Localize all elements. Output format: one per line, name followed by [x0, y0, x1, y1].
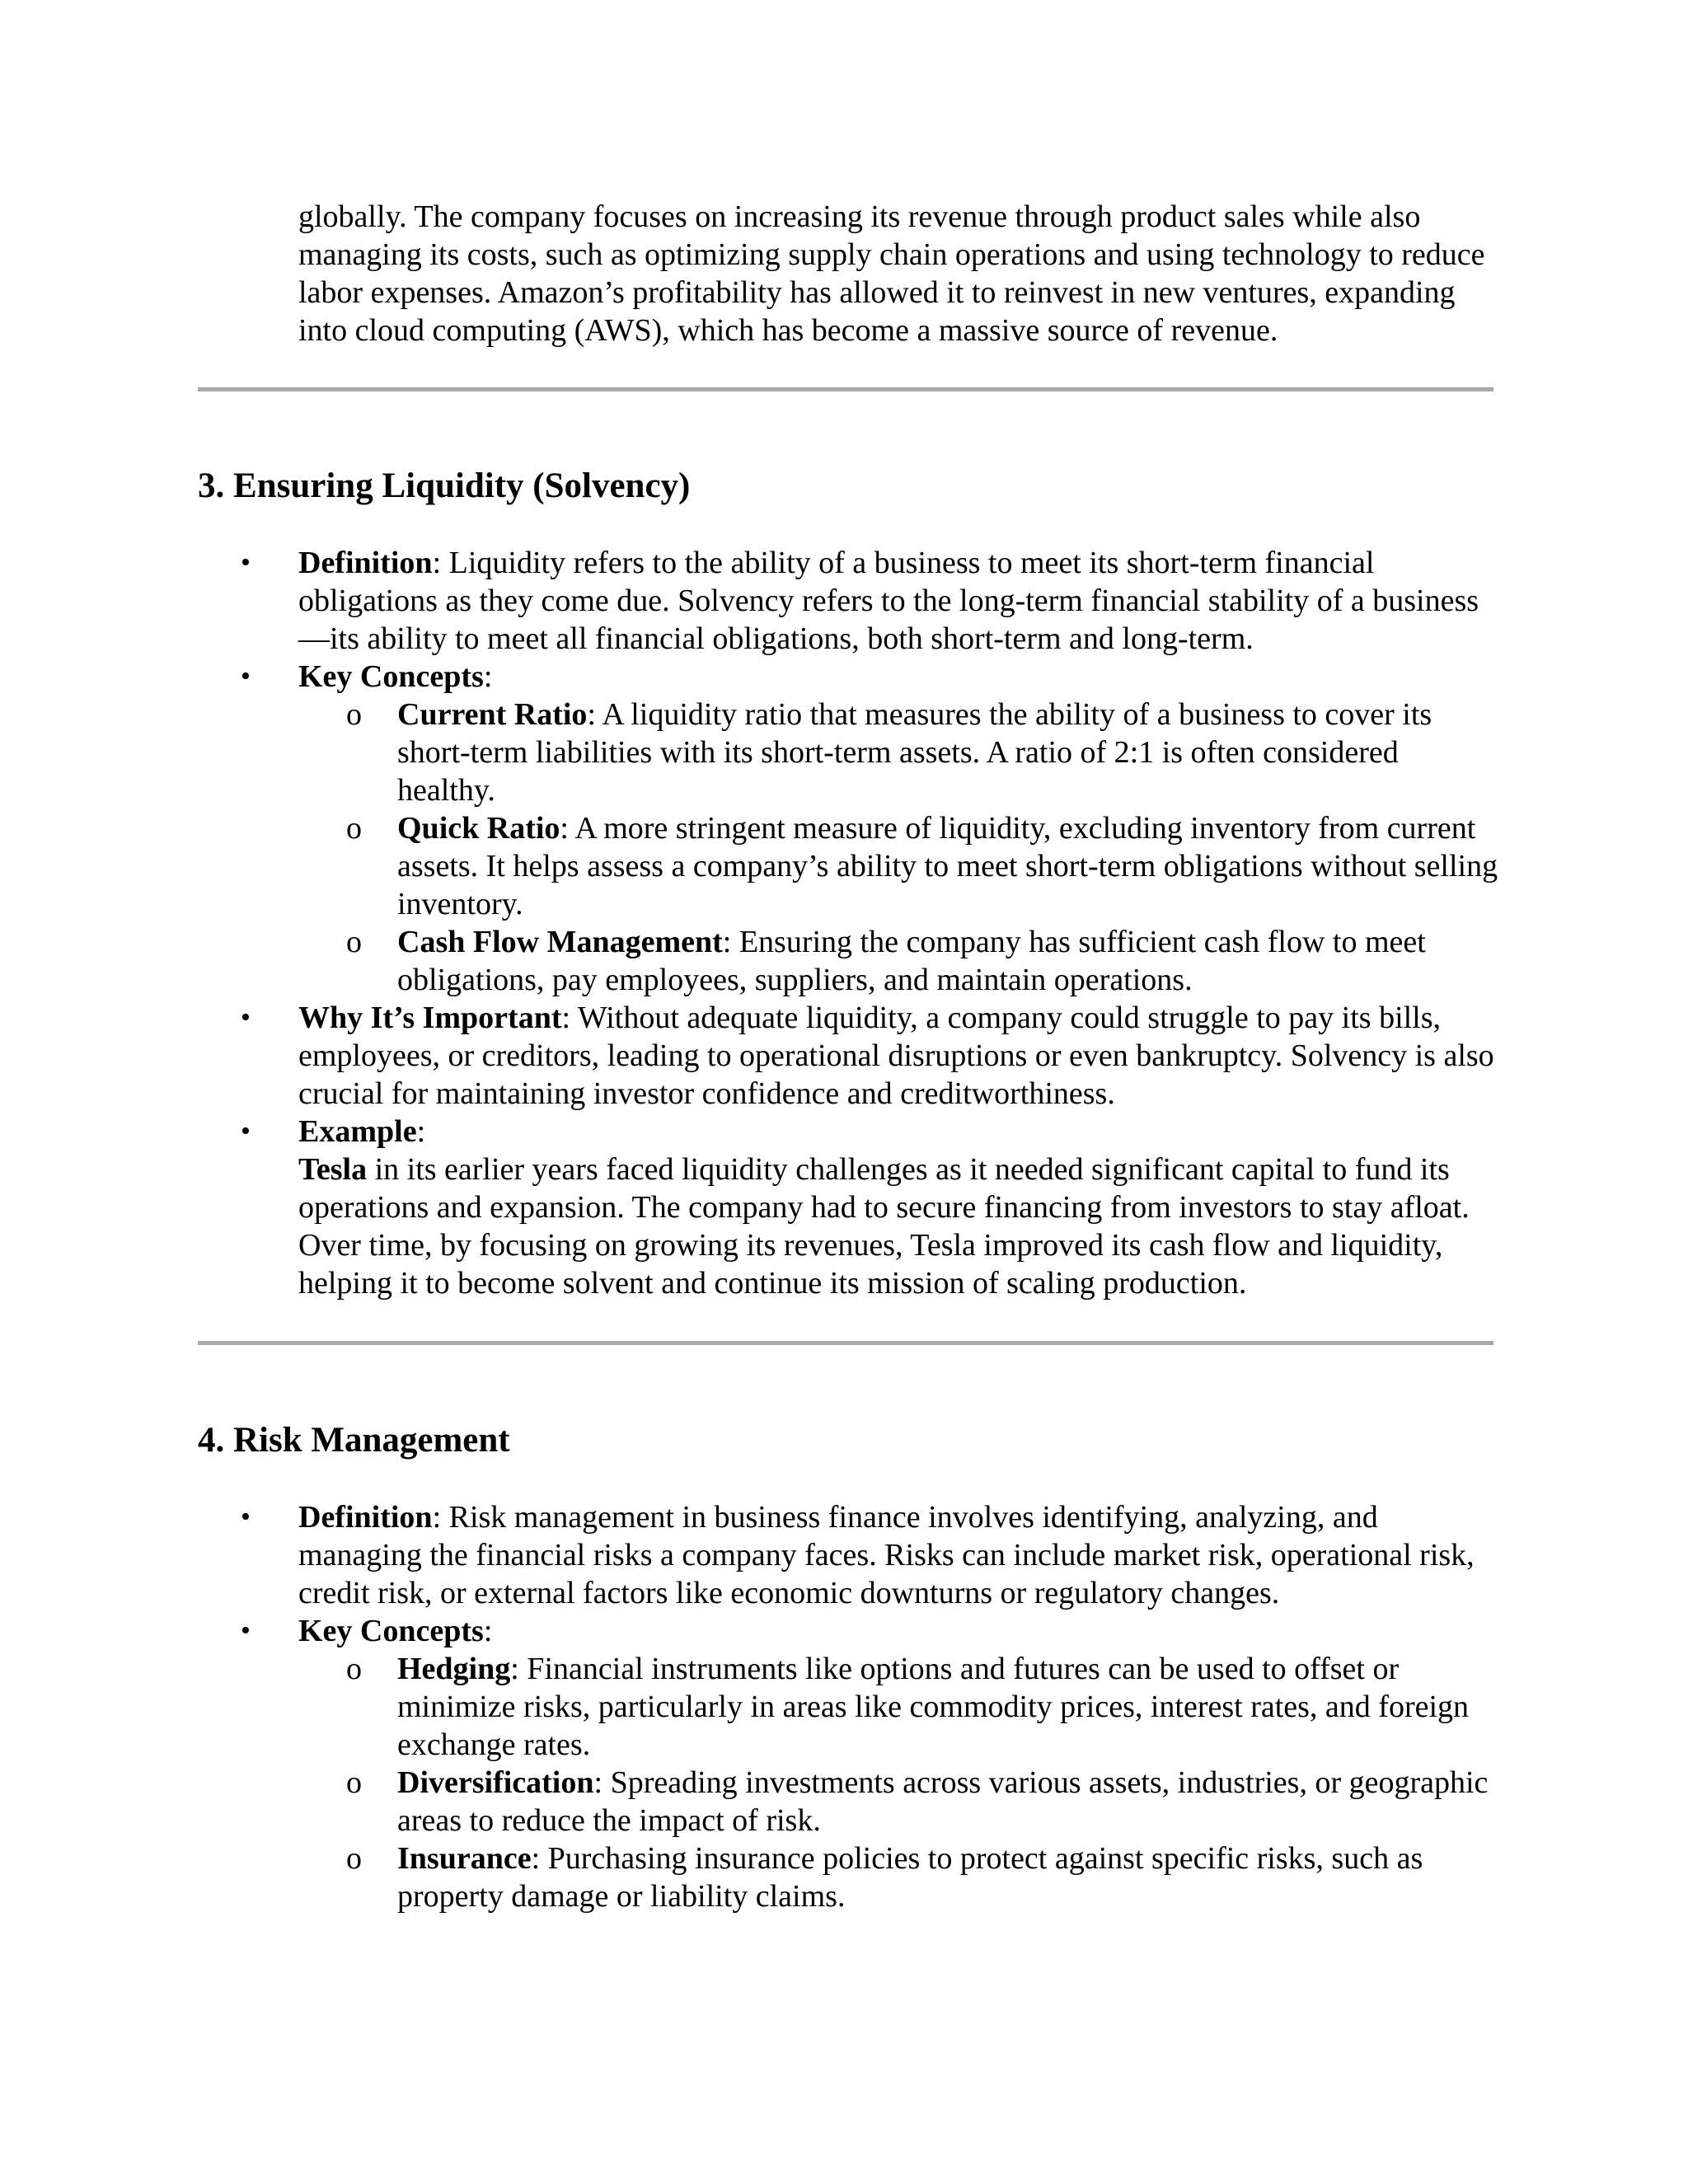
- bullet-icon: •: [241, 547, 251, 578]
- term-label: Current Ratio: [397, 697, 588, 732]
- term-label: Cash Flow Management: [397, 925, 723, 959]
- intro-paragraph: globally. The company focuses on increasing its revenue through product sales while also managing its costs, such as optimizing supply chain operations and using technology to reduce labor expenses. Amazon’s profitability has allowed it to reinvest in new ventures, expanding into cloud computing (AWS), which has become a massive source of revenue.: [298, 199, 1485, 348]
- term-label: Key Concepts: [298, 659, 484, 694]
- term-label: Diversification: [397, 1765, 594, 1800]
- example-company: Tesla: [298, 1152, 368, 1187]
- item-text: : Ensuring the company has sufficient cash flow to meet obligations, pay employees, suppliers, and maintain operations.: [397, 925, 1426, 997]
- bullet-icon: •: [241, 1002, 251, 1033]
- sub-item-current-ratio: [0, 696, 1502, 809]
- item-text: : A more stringent measure of liquidity, excluding inventory from current assets. It helps assess a company’s ability to meet short-term obligations without selling inventory.: [397, 811, 1498, 921]
- circle-bullet-icon: o: [346, 1652, 362, 1686]
- bullet-icon: •: [241, 1615, 251, 1646]
- term-label: Definition: [298, 1500, 433, 1535]
- term-label: Insurance: [397, 1841, 532, 1876]
- sub-item-diversification: [0, 1764, 1502, 1840]
- item-text: in its earlier years faced liquidity challenges as it needed significant capital to fund its operations and expansion. The company had to secure financing from investors to stay afloat. Over time, by focusing on growing its revenues, Tesla improved its cash flow and liquidity, helping it to become solvent and continue its mission of scaling production.: [298, 1152, 1470, 1301]
- item-text: : A liquidity ratio that measures the ability of a business to cover its short-term liabilities with its short-term assets. A ratio of 2:1 is often considered healthy.: [397, 697, 1432, 808]
- term-label: Example: [298, 1114, 417, 1149]
- item-text: : Risk management in business finance involves identifying, analyzing, and managing the financial risks a company faces. Risks can include market risk, operational risk, credit risk, or external factors like economic downturns or regulatory changes.: [298, 1500, 1475, 1610]
- circle-bullet-icon: o: [346, 925, 362, 959]
- section-4-list: [0, 1498, 1688, 1915]
- item-text: :: [483, 659, 493, 694]
- list-item-definition: [0, 544, 1502, 658]
- circle-bullet-icon: o: [346, 1841, 362, 1876]
- term-label: Hedging: [397, 1652, 511, 1686]
- list-item-key-concepts: [0, 1612, 1502, 1650]
- sub-item-insurance: [0, 1840, 1502, 1915]
- sub-item-cash-flow: [0, 923, 1502, 999]
- circle-bullet-icon: o: [346, 1765, 362, 1800]
- list-item-definition: [0, 1498, 1502, 1612]
- section-4-heading: 4. Risk Management: [198, 1421, 510, 1460]
- list-item-example: [0, 1113, 1502, 1302]
- item-text: : Purchasing insurance policies to protect against specific risks, such as property damage or liability claims.: [397, 1841, 1423, 1914]
- circle-bullet-icon: o: [346, 697, 362, 732]
- bullet-icon: •: [241, 661, 251, 691]
- list-item-why-important: [0, 999, 1502, 1113]
- term-label: Why It’s Important: [298, 1001, 562, 1035]
- section-divider: [198, 387, 1493, 391]
- item-text: : Financial instruments like options and futures can be used to offset or minimize risks, particularly in areas like commodity prices, interest rates, and foreign exchange rates.: [397, 1652, 1470, 1762]
- bullet-icon: •: [241, 1116, 251, 1146]
- section-3-list: [0, 544, 1688, 1302]
- item-text: :: [416, 1114, 426, 1149]
- term-label: Quick Ratio: [397, 811, 560, 846]
- item-text: : Without adequate liquidity, a company could struggle to pay its bills, employees, or creditors, leading to operational disruptions or even bankruptcy. Solvency is also crucial for maintaining investor confidence and creditworthiness.: [298, 1001, 1494, 1111]
- sub-item-quick-ratio: [0, 809, 1502, 923]
- circle-bullet-icon: o: [346, 811, 362, 846]
- term-label: Definition: [298, 546, 433, 580]
- section-3-heading: 3. Ensuring Liquidity (Solvency): [198, 466, 691, 505]
- item-text: : Liquidity refers to the ability of a business to meet its short-term financial obligations as they come due. Solvency refers to the long-term financial stability of a business—its ability to meet all financial obligations, both short-term and long-term.: [298, 546, 1479, 656]
- section-divider: [198, 1341, 1493, 1345]
- item-text: : Spreading investments across various assets, industries, or geographic areas to reduce the impact of risk.: [397, 1765, 1489, 1838]
- term-label: Key Concepts: [298, 1614, 484, 1648]
- list-item-key-concepts: [0, 658, 1502, 696]
- item-text: :: [483, 1614, 493, 1648]
- sub-item-hedging: [0, 1650, 1502, 1764]
- bullet-icon: •: [241, 1502, 251, 1532]
